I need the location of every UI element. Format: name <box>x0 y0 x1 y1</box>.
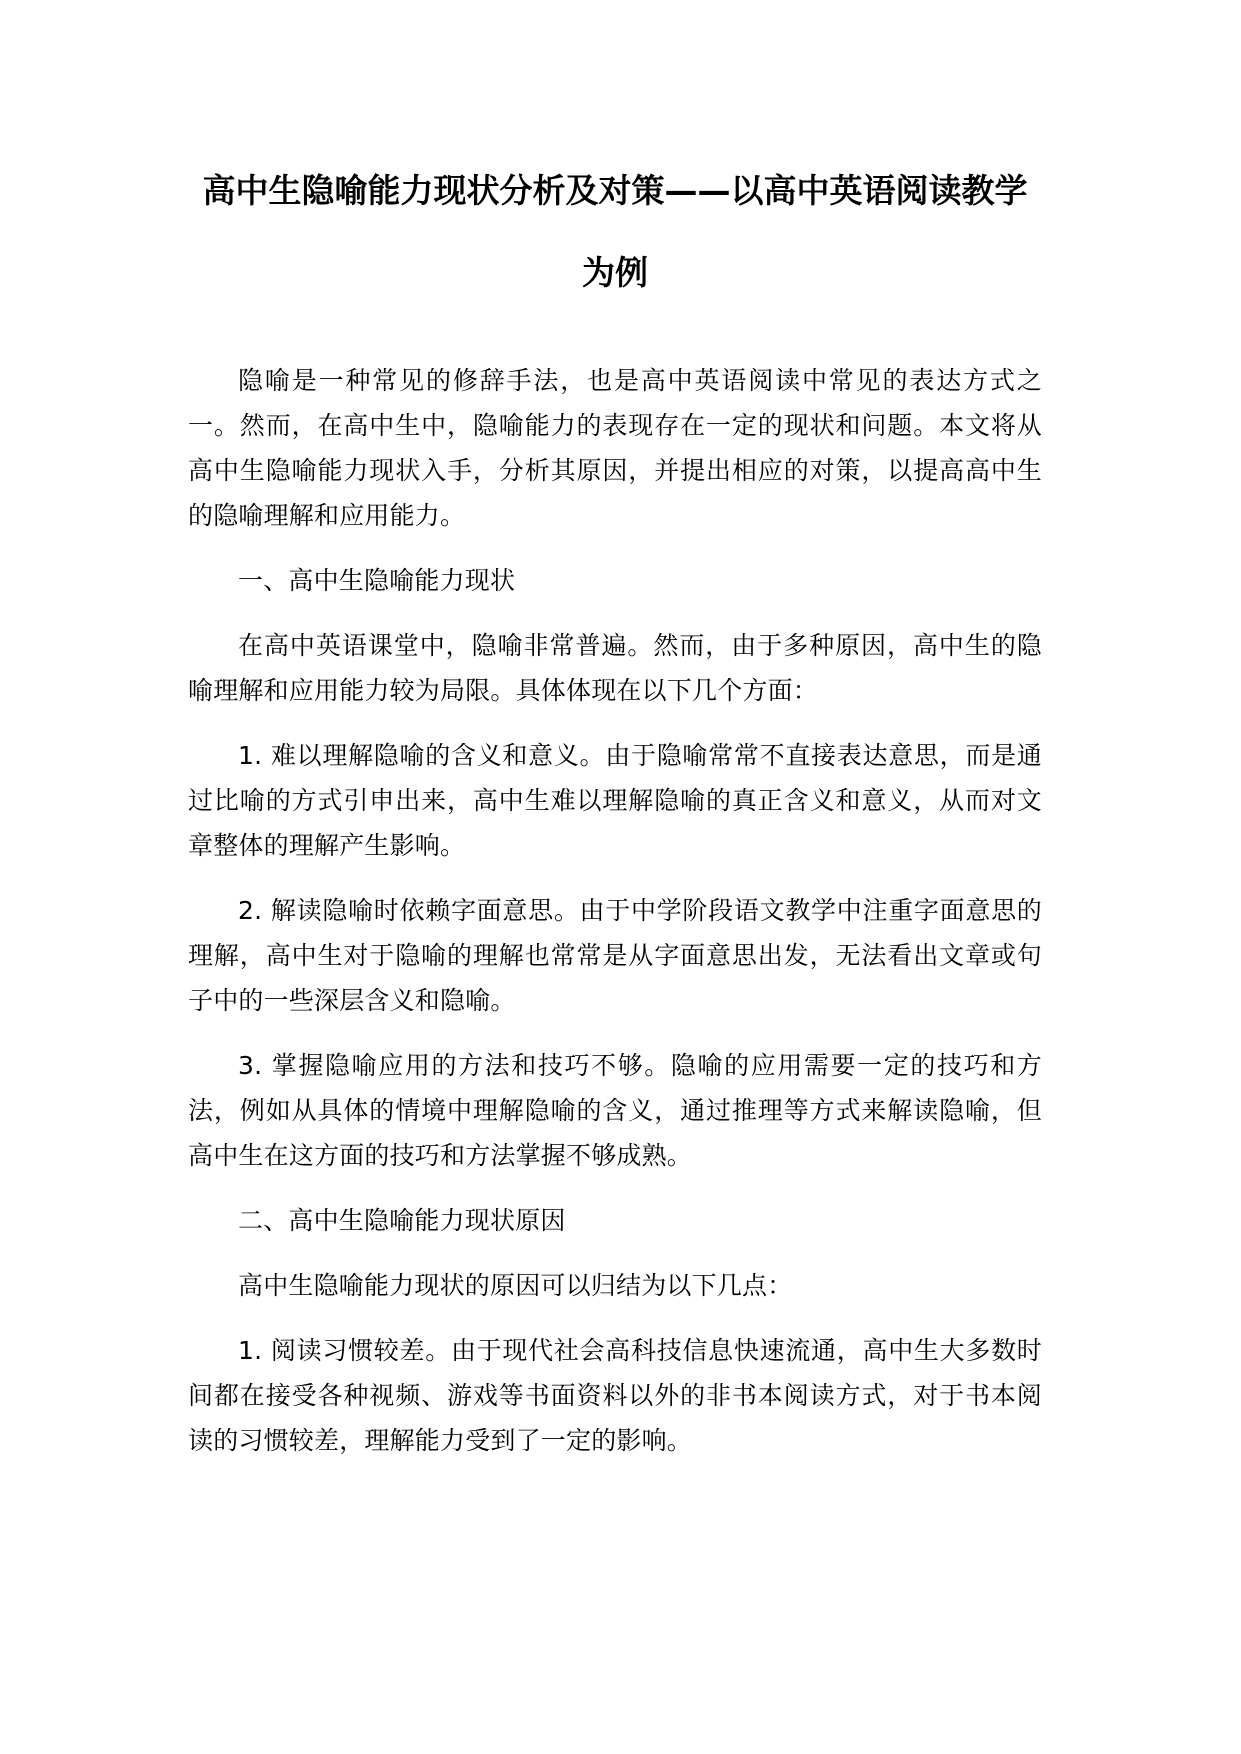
document-page <box>188 150 1042 1483</box>
document-title: 高中生隐喻能力现状分析及对策——以高中英语阅读教学为例 <box>202 171 1028 292</box>
list-item-1-3: 3. 掌握隐喻应用的方法和技巧不够。隐喻的应用需要一定的技巧和方法，例如从具体的情境中理解隐喻的含义，通过推理等方式来解读隐喻，但高中生在这方面的技巧和方法掌握不够成熟。 <box>188 1051 1042 1170</box>
section-2-intro-paragraph: 高中生隐喻能力现状的原因可以归结为以下几点： <box>238 1271 793 1300</box>
section-heading-2: 二、高中生隐喻能力现状原因 <box>238 1206 566 1235</box>
list-item-1-2: 2. 解读隐喻时依赖字面意思。由于中学阶段语文教学中注重字面意思的理解，高中生对于隐喻的理解也常常是从字面意思出发，无法看出文章或句子中的一些深层含义和隐喻。 <box>188 896 1042 1015</box>
document-body <box>188 358 1042 1463</box>
list-item-2-1: 1. 阅读习惯较差。由于现代社会高科技信息快速流通，高中生大多数时间都在接受各种视频、游戏等书面资料以外的非书本阅读方式，对于书本阅读的习惯较差，理解能力受到了一定的影响。 <box>188 1336 1042 1455</box>
intro-paragraph: 隐喻是一种常见的修辞手法，也是高中英语阅读中常见的表达方式之一。然而，在高中生中，隐喻能力的表现存在一定的现状和问题。本文将从高中生隐喻能力现状入手，分析其原因，并提出相应的对策，以提高高中生的隐喻理解和应用能力。 <box>188 366 1042 530</box>
list-item-1-1: 1. 难以理解隐喻的含义和意义。由于隐喻常常不直接表达意思，而是通过比喻的方式引申出来，高中生难以理解隐喻的真正含义和意义，从而对文章整体的理解产生影响。 <box>188 741 1042 860</box>
section-1-intro-paragraph: 在高中英语课堂中，隐喻非常普遍。然而，由于多种原因，高中生的隐喻理解和应用能力较为局限。具体体现在以下几个方面： <box>188 631 1042 705</box>
section-heading-1: 一、高中生隐喻能力现状 <box>238 566 516 595</box>
